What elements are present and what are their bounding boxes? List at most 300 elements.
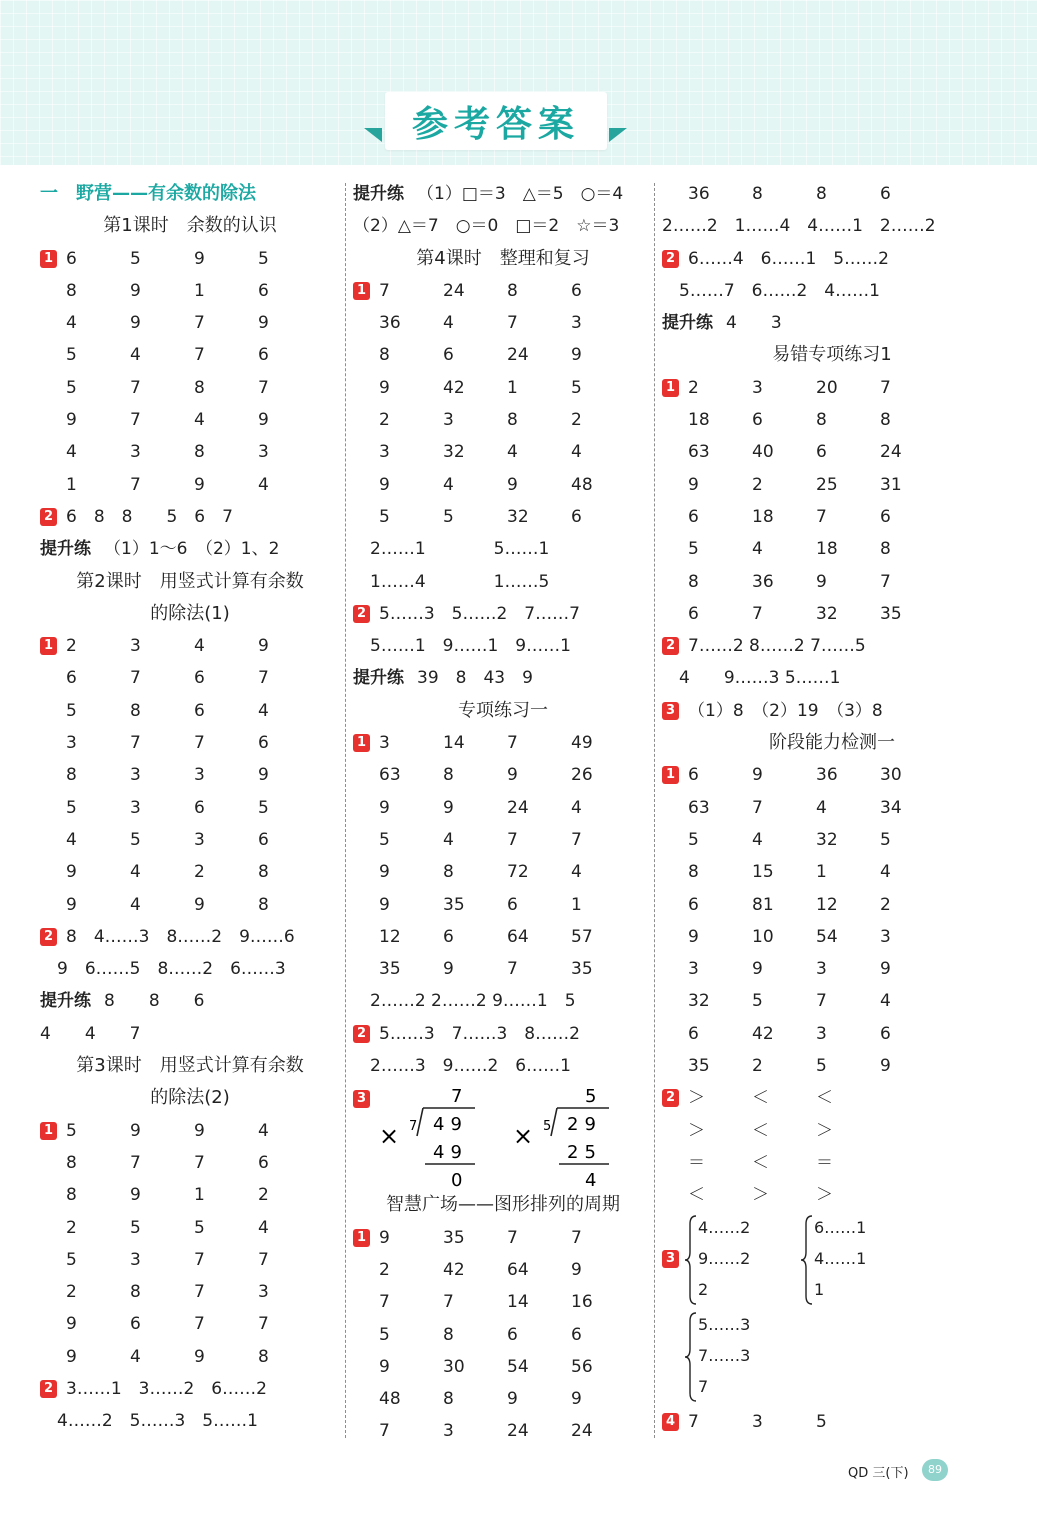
answer-cell: 7 (379, 280, 390, 301)
answer-cell: 7 (194, 1314, 205, 1335)
answer-line (353, 566, 653, 598)
answer-cell: 3 (194, 765, 205, 786)
answer-line (353, 1222, 653, 1254)
answer-line (662, 598, 1002, 630)
answer-text: （1）8 （2）19 （3）8 (688, 700, 883, 721)
brace-icon (684, 1214, 698, 1306)
answer-cell: 3 (66, 733, 77, 754)
answer-cell: 6 (258, 829, 269, 850)
answer-cell: 42 (443, 1259, 465, 1280)
lesson-heading-text: 专项练习一 (458, 699, 548, 721)
answer-cell: 9 (66, 894, 77, 915)
answer-column-2 (353, 178, 653, 1448)
answer-cell: ＜ (752, 1120, 769, 1141)
answer-cell: 3 (130, 1249, 141, 1270)
answer-cell: 5 (130, 829, 141, 850)
answer-line (662, 824, 1002, 856)
answer-cell: 9 (66, 862, 77, 883)
answer-cell: 9 (194, 1346, 205, 1367)
answer-line (353, 210, 653, 242)
lesson-heading (40, 566, 340, 598)
answer-line (662, 1406, 1002, 1438)
answer-cell: 5 (66, 700, 77, 721)
answer-cell: 3 (258, 442, 269, 463)
answer-cell: 8 (443, 862, 454, 883)
answer-column-3 (662, 178, 1002, 1438)
answer-cell: 35 (443, 1227, 465, 1248)
answer-cell: 9 (507, 765, 518, 786)
column-divider (654, 183, 655, 1438)
question-number-badge: 1 (353, 1229, 370, 1247)
lesson-heading (662, 339, 1002, 371)
answer-cell: 9 (379, 862, 390, 883)
answer-cell: 5 (752, 991, 763, 1012)
answer-cell: 18 (752, 506, 774, 527)
answer-cell: 8 (258, 894, 269, 915)
answer-line (662, 630, 1002, 662)
answer-cell: 42 (443, 377, 465, 398)
answer-cell: 7 (130, 1152, 141, 1173)
answer-line (662, 1082, 1002, 1114)
answer-cell: 9 (258, 410, 269, 431)
answer-line (662, 436, 1002, 468)
answer-cell: 1 (571, 894, 582, 915)
answer-cell: 5 (880, 829, 891, 850)
question-number-badge: 2 (40, 1380, 57, 1398)
answer-cell: 63 (688, 442, 710, 463)
answer-cell: 7 (816, 506, 827, 527)
answer-cell: 8 (258, 862, 269, 883)
answer-cell: 35 (443, 894, 465, 915)
answer-cell: 7 (752, 603, 763, 624)
answer-cell: 48 (571, 474, 593, 495)
answer-cell: 2 (66, 1217, 77, 1238)
answer-cell: 8 (880, 410, 891, 431)
answer-cell: 2 (66, 1282, 77, 1303)
answer-cell: 36 (816, 765, 838, 786)
answer-cell: 8 (66, 1152, 77, 1173)
answer-cell: 18 (816, 539, 838, 560)
lesson-heading-text: 的除法(2) (150, 1087, 230, 1109)
question-number-badge: 2 (40, 508, 57, 526)
answer-cell: 7 (752, 797, 763, 818)
answer-cell: 9 (379, 1227, 390, 1248)
answer-line (353, 1254, 653, 1286)
answer-cell: 5 (688, 539, 699, 560)
practice-label: 提升练 (662, 313, 713, 334)
brace-path (801, 1216, 812, 1304)
question-number-badge: 1 (40, 1122, 57, 1140)
answer-line (662, 533, 1002, 565)
answer-cell: ＜ (752, 1088, 769, 1109)
answer-text: 9 6……5 8……2 6……3 (40, 959, 286, 980)
question-number-badge: 2 (662, 250, 679, 268)
answer-cell: 32 (816, 829, 838, 850)
answer-text: 5……7 6……2 4……1 (662, 280, 880, 301)
answer-cell: 4 (130, 1346, 141, 1367)
division-r: 4 (585, 1170, 603, 1192)
answer-cell: 4 (258, 1217, 269, 1238)
brace-answer: 7……3 (698, 1345, 751, 1365)
answer-cell: 2 (688, 377, 699, 398)
question-number-badge: 4 (662, 1413, 679, 1431)
answer-cell: 2 (880, 894, 891, 915)
answer-cell: 4 (194, 410, 205, 431)
answer-cell: 9 (66, 1314, 77, 1335)
answer-line (662, 856, 1002, 888)
division-n: 29 (567, 1114, 602, 1136)
answer-cell: 7 (130, 410, 141, 431)
answer-line (353, 178, 653, 210)
answer-line (662, 921, 1002, 953)
question-number-badge: 2 (662, 637, 679, 655)
answer-cell: 7 (571, 829, 582, 850)
answer-cell: 4 (194, 636, 205, 657)
answer-cell: 7 (507, 829, 518, 850)
column-divider (345, 183, 346, 1438)
lesson-heading-text: 第4课时 整理和复习 (416, 247, 590, 269)
answer-cell: 4 (258, 1120, 269, 1141)
answer-cell: 9 (194, 894, 205, 915)
answer-cell: 64 (507, 1259, 529, 1280)
answer-text: 2……3 9……2 6……1 (353, 1056, 571, 1077)
answer-cell: 4 (507, 442, 518, 463)
answer-cell: 8 (752, 184, 763, 204)
answer-cell: 8 (66, 765, 77, 786)
answer-cell: 6 (880, 506, 891, 527)
answer-cell: 4 (571, 797, 582, 818)
answer-text: （2）△＝7 ○＝0 □＝2 ☆＝3 (353, 216, 620, 237)
answer-cell: 14 (443, 733, 465, 754)
question-number-badge: 1 (40, 637, 57, 655)
brace-answer: 2 (698, 1279, 709, 1299)
answer-cell: 4 (66, 313, 77, 334)
answer-line (353, 1050, 653, 1082)
answer-cell: 5 (816, 1056, 827, 1077)
answer-cell: 8 (443, 1389, 454, 1410)
answer-line (353, 856, 653, 888)
answer-cell: 4 (816, 797, 827, 818)
answer-text: 4 3 (726, 313, 782, 334)
answer-line (40, 469, 340, 501)
answer-cell: 9 (258, 765, 269, 786)
answer-cell: 9 (443, 959, 454, 980)
lesson-heading (40, 598, 340, 630)
lesson-heading (40, 210, 340, 242)
division-n: 49 (433, 1114, 468, 1136)
answer-cell: 7 (194, 1282, 205, 1303)
answer-line (353, 598, 653, 630)
answer-cell: 24 (443, 280, 465, 301)
page-number: 89 (922, 1459, 948, 1481)
answer-cell: 9 (688, 926, 699, 947)
answer-cell: 6 (880, 1023, 891, 1044)
lesson-heading (40, 1050, 340, 1082)
brace-answer: 1 (814, 1279, 825, 1299)
answer-line (662, 501, 1002, 533)
answer-cell: 7 (816, 991, 827, 1012)
division-d: 7 (409, 1119, 424, 1135)
answer-line (353, 630, 653, 662)
answer-cell: 42 (752, 1023, 774, 1044)
answer-cell: 5 (194, 1217, 205, 1238)
answer-cell: 7 (880, 377, 891, 398)
answer-text: 4 4 7 (40, 1023, 141, 1044)
lesson-heading-text: 第1课时 余数的认识 (103, 215, 277, 237)
answer-line (353, 953, 653, 985)
division-d: 5 (543, 1119, 558, 1135)
answer-text: 5……3 7……3 8……2 (379, 1023, 580, 1044)
answer-cell: 3 (688, 959, 699, 980)
answer-cell: 7 (507, 959, 518, 980)
answer-line (662, 1050, 1002, 1082)
answer-cell: 7 (880, 571, 891, 592)
answer-cell: 2 (571, 410, 582, 431)
answer-cell: 3 (443, 410, 454, 431)
answer-cell: 9 (379, 377, 390, 398)
answer-cell: 4 (258, 474, 269, 495)
answer-cell: 6 (688, 506, 699, 527)
answer-cell: 7 (379, 1421, 390, 1442)
answer-cell: 7 (194, 313, 205, 334)
answer-cell: 3 (816, 959, 827, 980)
answer-cell: 2 (752, 474, 763, 495)
answer-cell: 2 (66, 636, 77, 657)
answer-line (353, 985, 653, 1017)
answer-cell: 6 (443, 345, 454, 366)
answer-cell: 3 (130, 765, 141, 786)
answer-cell: 9 (507, 474, 518, 495)
answer-line (40, 1212, 340, 1244)
answer-cell: 4 (443, 829, 454, 850)
answer-cell: 4 (66, 442, 77, 463)
answer-line (40, 501, 340, 533)
answer-cell: 3 (816, 1023, 827, 1044)
answer-cell: 54 (507, 1356, 529, 1377)
answer-cell: 9 (130, 313, 141, 334)
answer-line (40, 792, 340, 824)
answer-cell: 5 (688, 829, 699, 850)
answer-cell: 7 (379, 1292, 390, 1313)
answer-cell: 4 (880, 991, 891, 1012)
answer-cell: 7 (130, 733, 141, 754)
answer-cell: 63 (688, 797, 710, 818)
page-title: 参考答案 (385, 92, 607, 150)
answer-cell: 30 (443, 1356, 465, 1377)
answer-line (353, 1383, 653, 1415)
answer-line (40, 662, 340, 694)
answer-line (40, 1308, 340, 1340)
answer-line (40, 727, 340, 759)
question-number-badge: 2 (40, 928, 57, 946)
answer-cell: 5 (130, 248, 141, 269)
answer-cell: 4 (443, 313, 454, 334)
answer-text: 6……4 6……1 5……2 (688, 248, 889, 269)
question-number-badge: 1 (353, 282, 370, 300)
answer-cell: 9 (880, 959, 891, 980)
answer-cell: 32 (688, 991, 710, 1012)
answer-cell: 3 (194, 829, 205, 850)
answer-cell: 3 (752, 377, 763, 398)
answer-line (662, 1147, 1002, 1179)
answer-cell: ＞ (816, 1185, 833, 1206)
answer-cell: 81 (752, 894, 774, 915)
answer-cell: 7 (194, 733, 205, 754)
answer-cell: 2 (752, 1056, 763, 1077)
answer-cell: 6 (816, 442, 827, 463)
answer-line (353, 404, 653, 436)
answer-cell: 8 (130, 700, 141, 721)
answer-cell: 6 (688, 765, 699, 786)
brace-answer: 7 (698, 1376, 709, 1396)
answer-cell: ＞ (816, 1120, 833, 1141)
answer-line (353, 662, 653, 694)
brace-answer: 4……2 (698, 1217, 751, 1237)
answer-cell: ＞ (688, 1088, 705, 1109)
answer-line (40, 1341, 340, 1373)
answer-cell: 7 (507, 313, 518, 334)
answer-cell: 14 (507, 1292, 529, 1313)
answer-cell: 1 (816, 862, 827, 883)
answer-text: 5……1 9……1 9……1 (353, 636, 571, 657)
answer-cell: ＞ (752, 1185, 769, 1206)
answer-cell: 4 (571, 862, 582, 883)
division-q: 7 (451, 1086, 469, 1108)
answer-cell: 26 (571, 765, 593, 786)
answer-cell: 9 (258, 636, 269, 657)
answer-cell: 7 (258, 668, 269, 689)
answer-line (40, 436, 340, 468)
answer-cell: 3 (571, 313, 582, 334)
answer-line (40, 889, 340, 921)
answer-line (40, 1276, 340, 1308)
answer-cell: 4 (130, 345, 141, 366)
question-number-badge: 2 (353, 1025, 370, 1043)
answer-cell: 8 (66, 280, 77, 301)
answer-cell: 7 (258, 1314, 269, 1335)
lesson-heading (353, 1189, 653, 1221)
answer-cell: 9 (194, 1120, 205, 1141)
practice-label: 提升练 (40, 539, 91, 560)
answer-cell: 7 (443, 1292, 454, 1313)
answer-cell: 7 (194, 1152, 205, 1173)
answer-cell: 36 (752, 571, 774, 592)
brace-icon (800, 1214, 814, 1306)
answer-cell: 5 (66, 377, 77, 398)
answer-cell: 8 (379, 345, 390, 366)
unit-title-text: 一 野营——有余数的除法 (40, 183, 256, 204)
answer-cell: 6 (688, 603, 699, 624)
answer-cell: 32 (816, 603, 838, 624)
answer-cell: 4 (130, 862, 141, 883)
answer-cell: 5 (258, 248, 269, 269)
answer-cell: 9 (571, 1259, 582, 1280)
answer-line (40, 759, 340, 791)
answer-cell: 24 (507, 1421, 529, 1442)
answer-line (353, 792, 653, 824)
answer-cell: 5 (130, 1217, 141, 1238)
answer-cell: 5 (379, 506, 390, 527)
answer-cell: 24 (507, 345, 529, 366)
answer-cell: 6 (443, 926, 454, 947)
answer-line (662, 695, 1002, 727)
answer-cell: 8 (194, 377, 205, 398)
answer-cell: 9 (130, 280, 141, 301)
answer-cell: 35 (379, 959, 401, 980)
answer-line (353, 1319, 653, 1351)
question-number-badge: 1 (662, 766, 679, 784)
answer-cell: 7 (194, 345, 205, 366)
question-number-badge: 3 (662, 1250, 679, 1268)
answer-cell: 2 (194, 862, 205, 883)
answer-cell: 3 (258, 1282, 269, 1303)
answer-line (662, 1179, 1002, 1211)
answer-line (662, 662, 1002, 694)
answer-cell: 4 (130, 894, 141, 915)
answer-cell: 8 (443, 765, 454, 786)
division-s: 25 (567, 1142, 602, 1164)
question-number-badge: 1 (40, 250, 57, 268)
answer-line (662, 1018, 1002, 1050)
answer-cell: 6 (571, 1324, 582, 1345)
answer-cell: 9 (194, 248, 205, 269)
answer-cell: ＜ (752, 1152, 769, 1173)
answer-cell: 64 (507, 926, 529, 947)
lesson-heading-text: 第2课时 用竖式计算有余数 (76, 570, 304, 592)
answer-cell: 9 (752, 765, 763, 786)
answer-line (40, 856, 340, 888)
answer-cell: 24 (571, 1421, 593, 1442)
answer-cell: ＝ (688, 1152, 705, 1173)
brace-path (685, 1313, 696, 1401)
answer-cell: 7 (130, 474, 141, 495)
answer-cell: 1 (194, 1185, 205, 1206)
answer-text: 6 8 8 5 6 7 (66, 506, 233, 527)
answer-cell: 8 (130, 1282, 141, 1303)
answer-text: （1）□＝3 △＝5 ○＝4 (417, 184, 624, 204)
brace-answer: 9……2 (698, 1248, 751, 1268)
answer-cell: ＜ (688, 1185, 705, 1206)
answer-cell: 8 (816, 184, 827, 204)
answer-cell: 6 (194, 797, 205, 818)
answer-cell: 6 (258, 345, 269, 366)
answer-line (662, 178, 1002, 210)
answer-cell: 4 (443, 474, 454, 495)
answer-cell: 8 (443, 1324, 454, 1345)
answer-cell: 12 (379, 926, 401, 947)
answer-cell: 6 (66, 668, 77, 689)
answer-cell: 40 (752, 442, 774, 463)
grade-label: QD 三(下) (848, 1466, 909, 1481)
answer-cell: 9 (66, 1346, 77, 1367)
question-number-badge: 1 (662, 379, 679, 397)
answer-line (40, 275, 340, 307)
answer-cell: 9 (194, 474, 205, 495)
question-number-badge: 2 (662, 1089, 679, 1107)
answer-cell: 57 (571, 926, 593, 947)
answer-text: 2……2 1……4 4……1 2……2 (662, 216, 936, 237)
brace-icon (684, 1311, 698, 1403)
answer-line (40, 372, 340, 404)
answer-cell: 5 (816, 1411, 827, 1432)
answer-cell: 35 (880, 603, 902, 624)
answer-cell: 1 (194, 280, 205, 301)
answer-cell: 8 (66, 1185, 77, 1206)
answer-line (662, 210, 1002, 242)
answer-line (40, 243, 340, 275)
answer-cell: 35 (688, 1056, 710, 1077)
answer-line (353, 436, 653, 468)
